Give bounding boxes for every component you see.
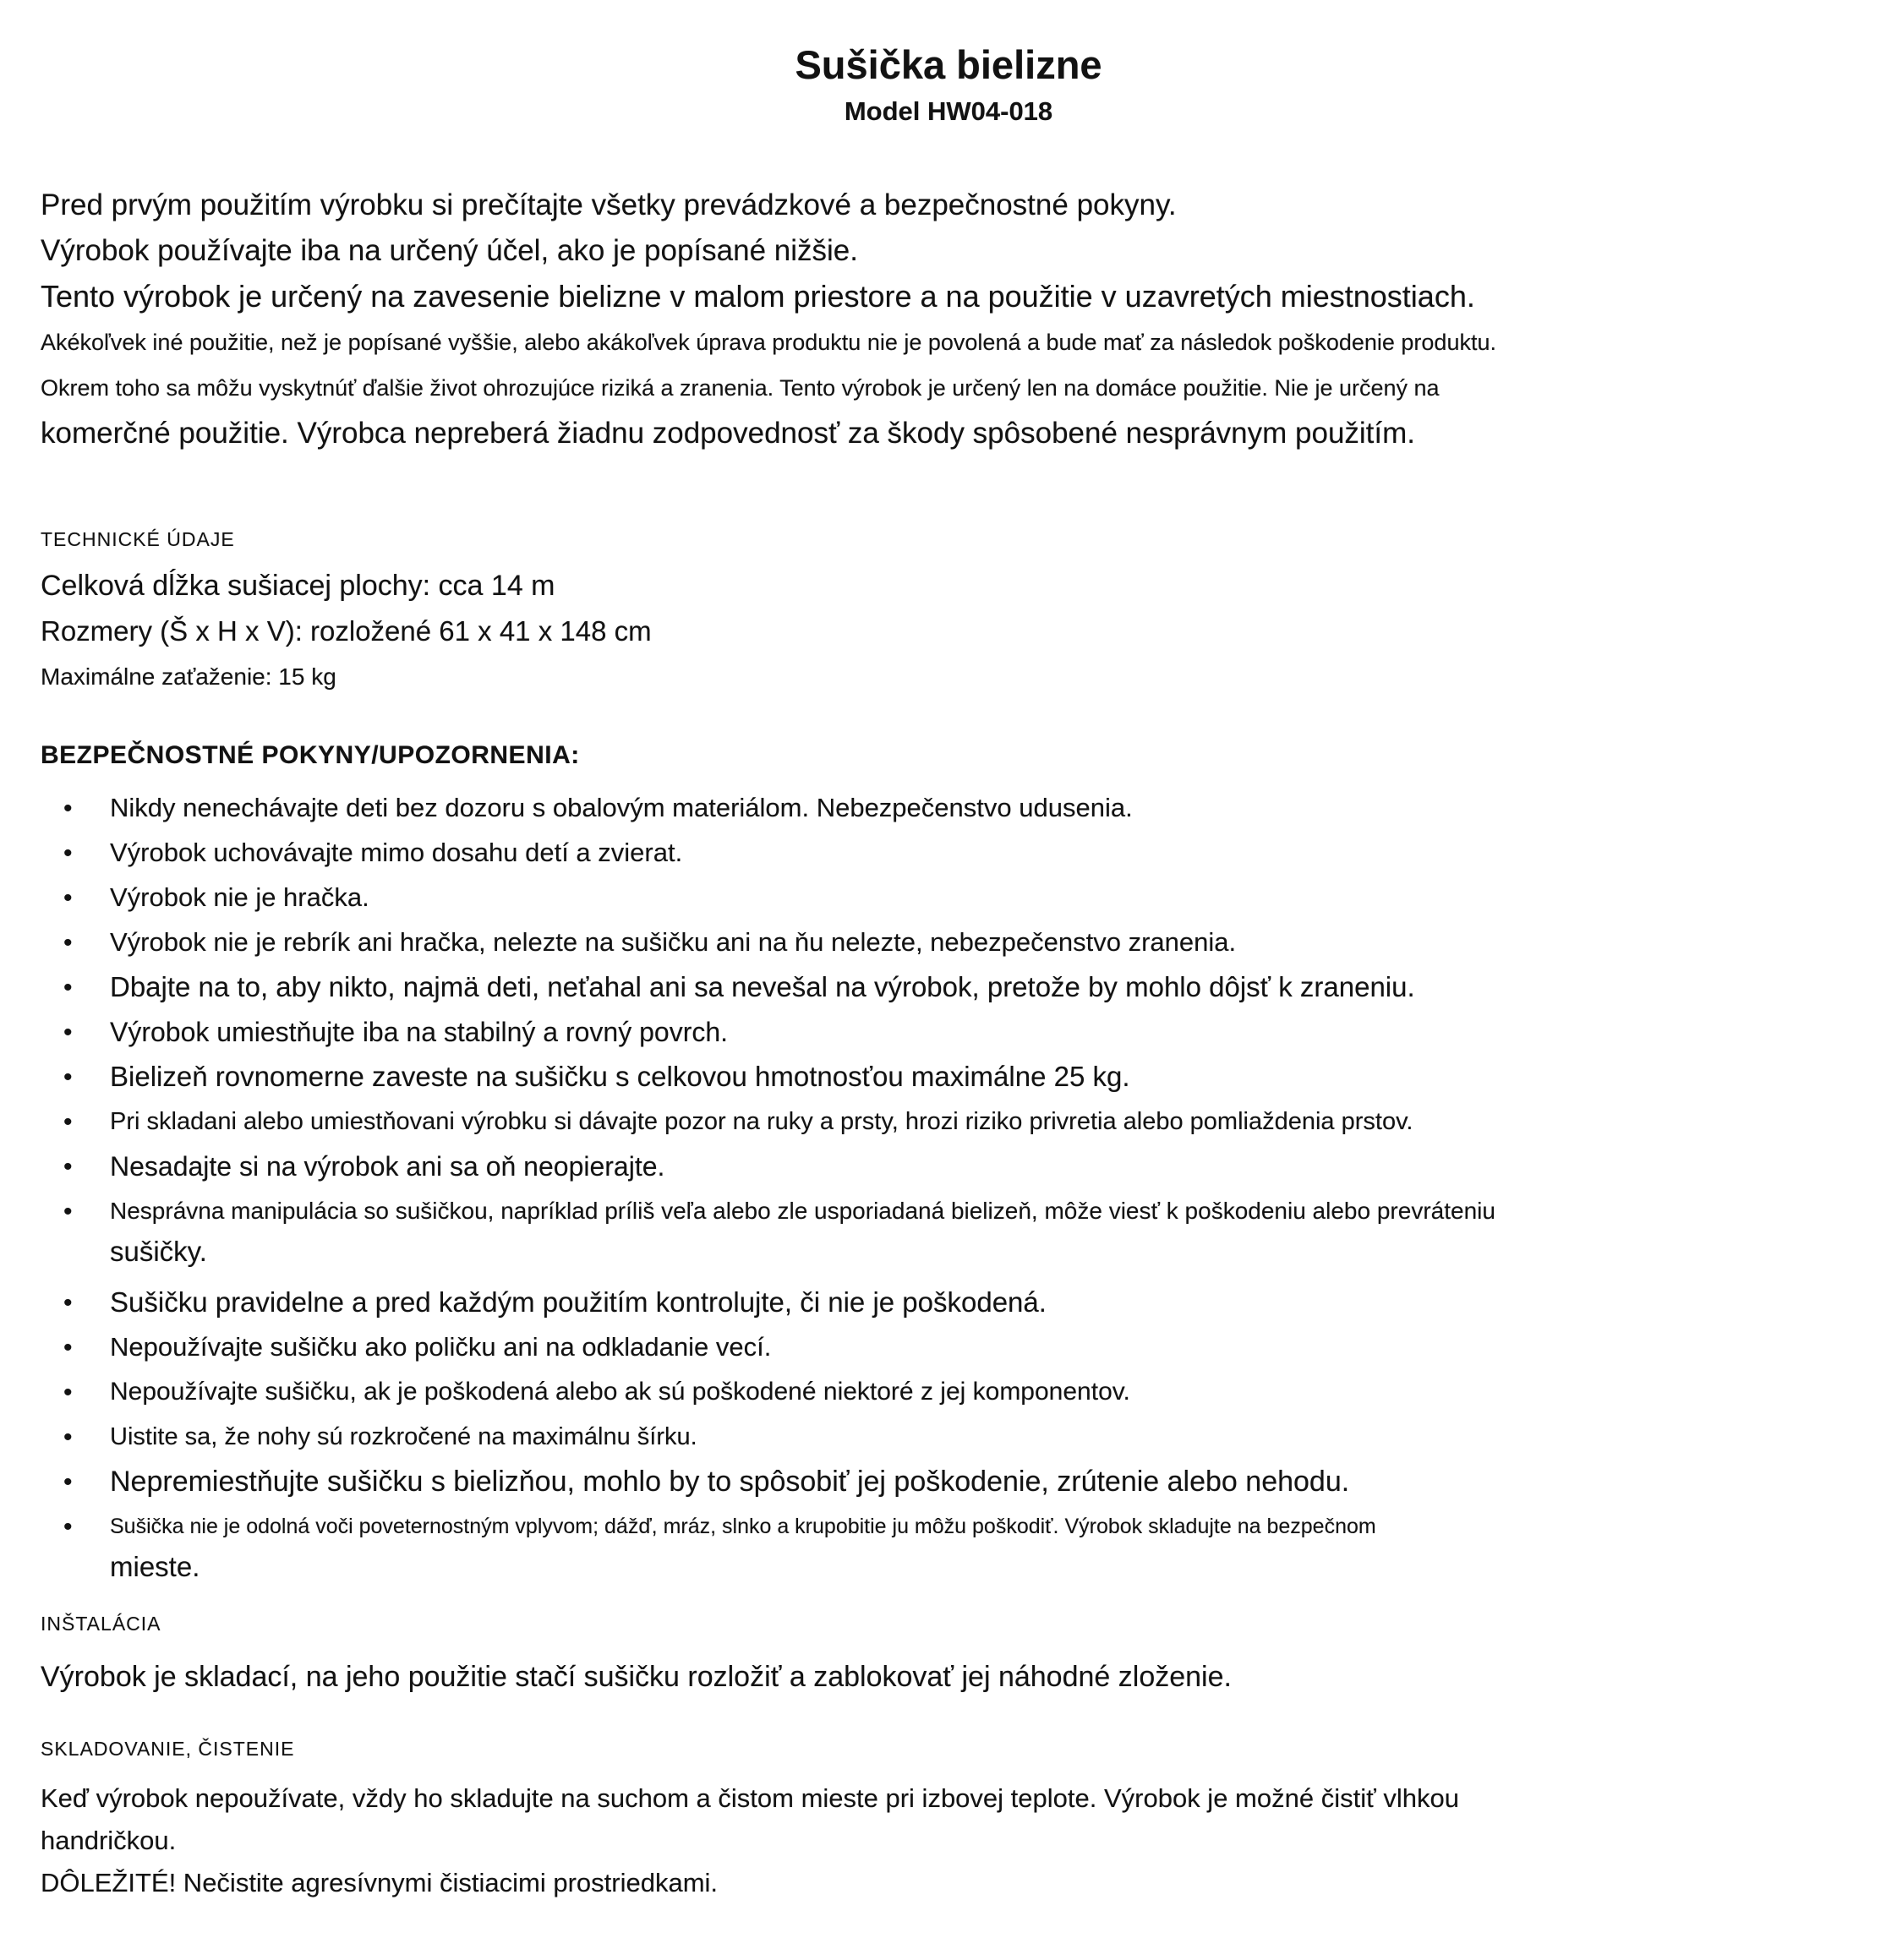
list-item [41, 1465, 1856, 1499]
list-item [41, 1286, 1856, 1319]
intro-line: Akékoľvek iné použitie, než je popísané vyššie, alebo akákoľvek úprava produktu nie je povolená a bude mať za následok poškodenie produktu. [41, 330, 1496, 356]
bullet-icon: • [63, 839, 73, 868]
bullet-icon: • [63, 1379, 73, 1407]
list-item [41, 1015, 1856, 1049]
list-item-text: Nesprávna manipulácia so sušičkou, napríklad príliš veľa alebo zle usporiadaná bielizeň, môže viesť k poškodeniu alebo prevráteniu [110, 1198, 1495, 1225]
storage-line: DÔLEŽITÉ! Nečistite agresívnymi čistiacimi prostriedkami. [41, 1868, 719, 1898]
list-item [41, 1060, 1856, 1094]
intro-line: Výrobok používajte iba na určený účel, ako je popísané nižšie. [41, 234, 858, 268]
list-item-text: Dbajte na to, aby nikto, najmä deti, neťahal ani sa nevešal na výrobok, pretože by mohlo dôjsť k zraneniu. [110, 971, 1415, 1003]
technical-lines [41, 563, 1856, 700]
intro-section [41, 183, 1856, 456]
bullet-icon: • [63, 1468, 73, 1497]
list-item-text-continued: sušičky. [110, 1236, 207, 1268]
installation-heading: INŠTALÁCIA [41, 1613, 161, 1635]
storage-heading: SKLADOVANIE, ČISTENIE [41, 1738, 295, 1761]
list-item [41, 1105, 1856, 1138]
intro-line: komerčné použitie. Výrobca nepreberá žiadnu zodpovednosť za škody spôsobené nesprávnym použitím. [41, 417, 1416, 450]
list-item-text: Výrobok uchovávajte mimo dosahu detí a zvierat. [110, 838, 683, 868]
intro-line: Tento výrobok je určený na zavesenie bielizne v malom priestore a na použitie v uzavretých miestnostiach. [41, 279, 1475, 314]
list-item [41, 881, 1856, 914]
storage-line: handričkou. [41, 1826, 177, 1856]
intro-line: Pred prvým použitím výrobku si prečítajte všetky prevádzkové a bezpečnostné pokyny. [41, 188, 1177, 222]
list-item-text: Nepoužívajte sušičku ako poličku ani na odkladanie vecí. [110, 1332, 772, 1362]
list-item [41, 836, 1856, 870]
bullet-icon: • [63, 1334, 73, 1362]
safety-list [41, 791, 1856, 1590]
list-item [41, 1420, 1856, 1454]
list-item [41, 925, 1856, 959]
page-title: Sušička bielizne [795, 42, 1102, 87]
technical-line: Celková dĺžka sušiacej plochy: cca 14 m [41, 570, 555, 603]
list-item-text-continued: mieste. [110, 1551, 200, 1583]
bullet-icon: • [63, 1513, 73, 1542]
list-item-text: Výrobok nie je hračka. [110, 882, 369, 913]
bullet-icon: • [63, 1289, 73, 1318]
list-item-text: Výrobok umiestňujte iba na stabilný a rovný povrch. [110, 1017, 729, 1048]
list-item [41, 970, 1856, 1004]
storage-line: Keď výrobok nepoužívate, vždy ho skladujte na suchom a čistom mieste pri izbovej teplote. Výrobok je možné čistiť vlhkou [41, 1783, 1459, 1814]
bullet-icon: • [63, 929, 73, 958]
bullet-icon: • [63, 884, 73, 913]
bullet-icon: • [63, 974, 73, 1002]
list-item-text: Nesadajte si na výrobok ani sa oň neopierajte. [110, 1151, 665, 1182]
technical-line: Maximálne zaťaženie: 15 kg [41, 663, 336, 691]
list-item-text: Nepoužívajte sušičku, ak je poškodená alebo ak sú poškodené niektoré z jej komponentov. [110, 1378, 1130, 1406]
list-item-text: Sušička nie je odolná voči poveternostným vplyvom; dážď, mráz, slnko a krupobitie ju môžu poškodiť. Výrobok skladujte na bezpečnom [110, 1515, 1376, 1539]
list-item [41, 1149, 1856, 1183]
list-item [41, 791, 1856, 825]
list-item [41, 1330, 1856, 1364]
bullet-icon: • [63, 1018, 73, 1047]
safety-section [41, 740, 1856, 1590]
list-item [41, 1194, 1856, 1275]
bullet-icon: • [63, 1198, 73, 1226]
installation-section [41, 1612, 1856, 1700]
list-item-text: Bielizeň rovnomerne zaveste na sušičku s celkovou hmotnosťou maximálne 25 kg. [110, 1061, 1130, 1093]
list-item-text: Sušičku pravidelne a pred každým použitím kontrolujte, či nie je poškodená. [110, 1286, 1047, 1318]
technical-line: Rozmery (Š x H x V): rozložené 61 x 41 x 148 cm [41, 615, 652, 647]
technical-heading: TECHNICKÉ ÚDAJE [41, 528, 235, 551]
storage-lines [41, 1777, 1856, 1904]
bullet-icon: • [63, 794, 73, 823]
list-item-text: Uistite sa, že nohy sú rozkročené na maximálnu šírku. [110, 1423, 697, 1451]
list-item [41, 1375, 1856, 1409]
list-item-text: Nikdy nenechávajte deti bez dozoru s obalovým materiálom. Nebezpečenstvo udusenia. [110, 793, 1133, 823]
intro-line: Okrem toho sa môžu vyskytnúť ďalšie život ohrozujúce riziká a zranenia. Tento výrobok je určený len na domáce použitie. Nie je určený na [41, 375, 1440, 401]
list-item-text: Výrobok nie je rebrík ani hračka, nelezte na sušičku ani na ňu nelezte, nebezpečenstvo zranenia. [110, 927, 1237, 958]
bullet-icon: • [63, 1063, 73, 1092]
bullet-icon: • [63, 1153, 73, 1182]
storage-section [41, 1737, 1856, 1904]
installation-body: Výrobok je skladací, na jeho použitie stačí sušičku rozložiť a zablokovať jej náhodné zloženie. [41, 1661, 1232, 1694]
bullet-icon: • [63, 1108, 73, 1137]
bullet-icon: • [63, 1423, 73, 1452]
list-item-text: Pri skladani alebo umiestňovani výrobku si dávajte pozor na ruky a prsty, hrozi riziko privretia alebo pomliaždenia prstov. [110, 1108, 1413, 1136]
technical-section [41, 527, 1856, 700]
model-subtitle: Model HW04-018 [844, 96, 1053, 127]
list-item [41, 1510, 1856, 1590]
safety-heading: BEZPEČNOSTNÉ POKYNY/UPOZORNENIA: [41, 741, 580, 770]
list-item-text: Nepremiestňujte sušičku s bielizňou, mohlo by to spôsobiť jej poškodenie, zrútenie alebo nehodu. [110, 1466, 1350, 1499]
